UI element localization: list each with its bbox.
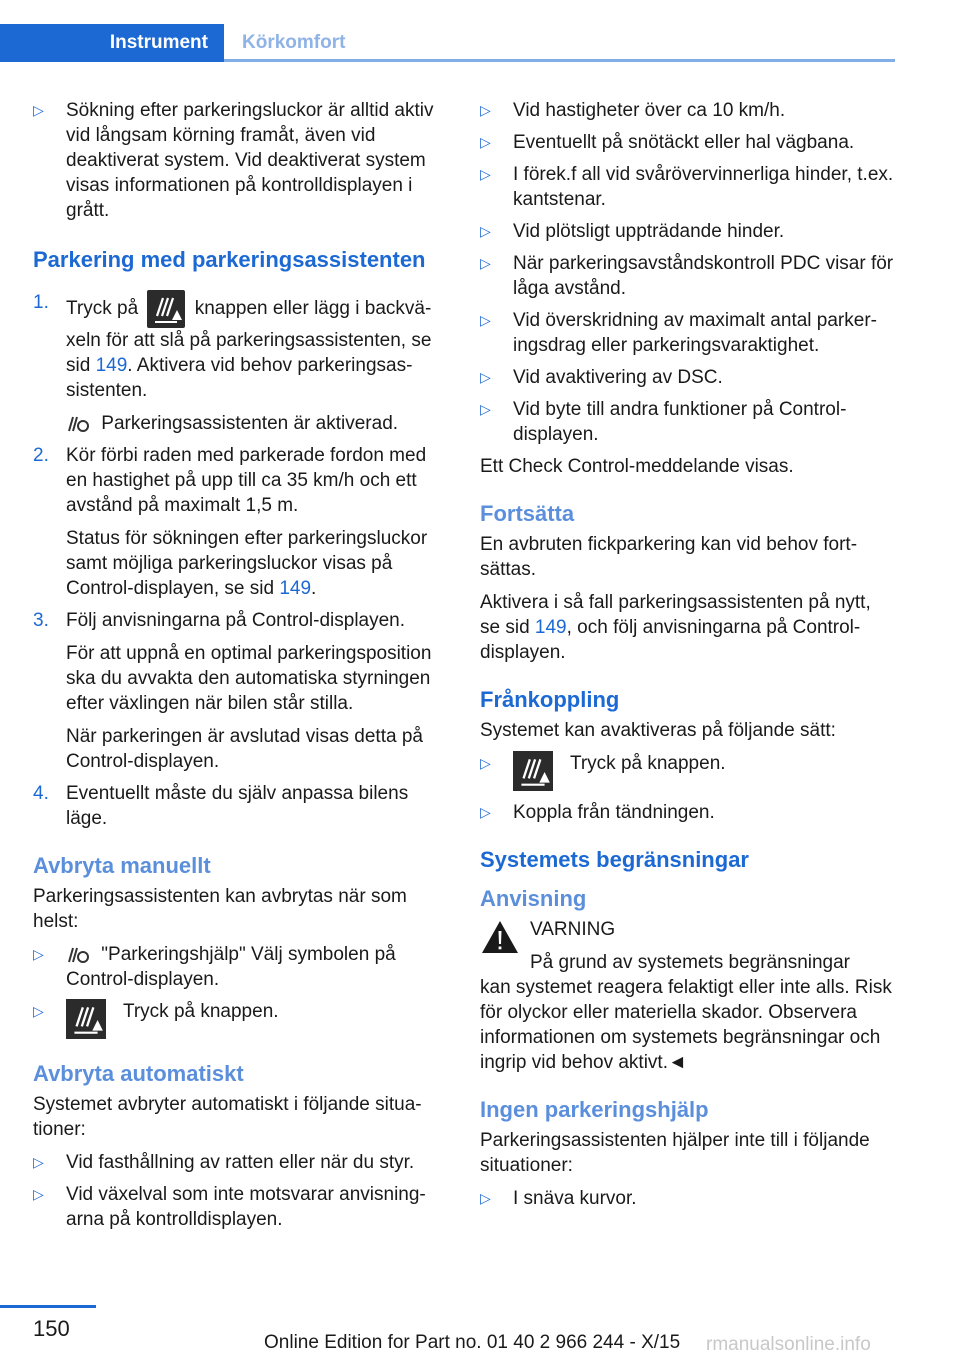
- list-item: ▷ När parkeringsavståndskontroll PDC visar för låga avstånd.: [480, 253, 894, 299]
- watermark: rmanualsonline.info: [706, 1334, 871, 1355]
- list-item: ▷ Eventuellt på snötäckt eller hal vägbana.: [480, 132, 855, 153]
- list-item: ▷ Vid hastigheter över ca 10 km/h.: [480, 100, 786, 121]
- bullet-icon: ▷: [480, 166, 491, 182]
- bullet-icon: ▷: [33, 1154, 44, 1170]
- bullet-icon: ▷: [480, 223, 491, 239]
- step-2: 2. Kör förbi raden med parkerade fordon med en hastighet på upp till ca 35 km/h och ett avstånd på maximalt 1,5 m. Status för sökningen efter parkeringsluckor samt möjliga parkeringsluckor visas på Control-displayen, se sid 149.: [33, 445, 428, 599]
- heading-parking: Parkering med parkeringsassistenten: [33, 247, 426, 272]
- parking-assist-symbol-icon: [66, 414, 90, 434]
- page-link[interactable]: 149: [534, 617, 567, 638]
- tab-korkomfort[interactable]: Körkomfort: [242, 32, 346, 53]
- heading-limits: Systemets begränsningar: [480, 847, 749, 872]
- check-control-text: Ett Check Control-meddelande visas.: [480, 456, 794, 477]
- step-number: 1.: [33, 292, 49, 313]
- right-column: ▷ Vid hastigheter över ca 10 km/h. ▷ Eventuellt på snötäckt eller hal vägbana. ▷ I förek.f all vid svårövervinnerliga hinder, t.ex. kantstenar. ▷ Vid plötsligt uppträdande hinder. ▷ När parkeringsavståndskontroll PDC visar för låga avstånd. ▷ Vid överskridning av maximalt antal parkeringsdrag eller parkeringsvaraktighet. ▷ Vid avaktivering av DSC. ▷ Vid byte till andra funktioner på Control-displayen. Ett Check Control-meddelande visas. Fortsätta En avbruten fickparkering kan vid behov fortsättas. Aktivera i så fall parkeringsassistenten på nytt, se sid 149, och följ anvisningarna på Control-displayen. Frånkoppling Systemet kan avaktiveras på följande sätt: ▷ Tryck på knappen. ▷ Koppla från tändningen. Systemets begränsningar Anvisning VARNING På grund av systemets begränsningar kan systemet reagera felaktigt eller inte alls. Risk för olyckor eller materiella skador. Observera informationen om systemets begränsningar och ingrip vid behov aktivt.◄ Ingen parkeringshjälp Parkeringsassistenten hjälper inte till i följande situationer: ▷ I snäva kurvor.: [480, 100, 894, 1209]
- step-4: 4. Eventuellt måste du själv anpassa bilens läge.: [33, 783, 409, 829]
- list-item: ▷ I förek.f all vid svårövervinnerliga hinder, t.ex. kantstenar.: [480, 164, 894, 210]
- list-item: ▷ I snäva kurvor.: [480, 1188, 637, 1209]
- list-item: ▷ Vid avaktivering av DSC.: [480, 367, 723, 388]
- bullet-icon: ▷: [480, 312, 491, 328]
- page-number: 150: [33, 1316, 70, 1341]
- footer-divider: [0, 1305, 96, 1308]
- parking-assist-button-icon: [513, 751, 553, 791]
- bullet-icon: ▷: [33, 1186, 44, 1202]
- list-item: ▷ "Parkeringshjälp" Välj symbolen på Control-displayen.: [33, 944, 396, 990]
- parking-assist-button-icon: [66, 999, 106, 1039]
- list-item: ▷ Vid växelval som inte motsvarar anvisningarna på kontrolldisplayen.: [33, 1184, 426, 1230]
- bullet-icon: ▷: [480, 134, 491, 150]
- warning-triangle-icon: [480, 919, 520, 955]
- list-item: ▷ Vid plötsligt uppträdande hinder.: [480, 221, 785, 242]
- bullet-icon: ▷: [480, 102, 491, 118]
- parking-assist-symbol-icon: [66, 945, 90, 965]
- bullet-icon: ▷: [480, 755, 491, 771]
- tab-instrument[interactable]: Instrument: [0, 24, 224, 62]
- bullet-icon: ▷: [33, 946, 44, 962]
- bullet-icon: ▷: [480, 401, 491, 417]
- list-item: ▷ Koppla från tändningen.: [480, 802, 715, 823]
- bullet-icon: ▷: [480, 804, 491, 820]
- heading-continue: Fortsätta: [480, 501, 575, 526]
- list-item: ▷ Tryck på knappen.: [33, 999, 448, 1039]
- heading-off: Frånkoppling: [480, 687, 620, 712]
- parking-assist-button-icon: [147, 290, 185, 328]
- bullet-icon: ▷: [480, 1190, 491, 1206]
- step-number: 3.: [33, 610, 49, 631]
- bullet-icon: ▷: [33, 102, 44, 118]
- heading-nohelp: Ingen parkeringshjälp: [480, 1097, 709, 1122]
- heading-notice: Anvisning: [480, 886, 587, 911]
- list-item: ▷ Tryck på knappen.: [480, 751, 895, 793]
- page-link[interactable]: 149: [95, 355, 128, 376]
- bullet-icon: ▷: [480, 255, 491, 271]
- left-column: ▷ Sökning efter parkeringsluckor är alltid aktiv vid långsam körning framåt, även vid deaktiverat system. Vid deaktiverat system visas informationen på kontrolldisplayen i grått. Parkering med parkeringsassistenten 1. Tryck på knappen eller lägg i backväxeln för att slå på parkeringsassistenten, se sid 149. Aktivera vid behov parkeringsassistenten. Parkeringsassistenten är aktiverad. 2. Kör förbi raden med parkerade fordon med en hastighet på upp till ca 35 km/h och ett avstånd på maximalt 1,5 m. Status för sökningen efter parkeringsluckor samt möjliga parkeringsluckor visas på Control-displayen, se sid 149. 3. Följ anvisningarna på Control-displayen. För att uppnå en optimal parkeringsposition ska du avvakta den automatiska styrningen efter växlingen när bilen står stilla. När parkeringen är avslutad visas detta på Control-displayen. 4. Eventuellt måste du själv anpassa bilens läge. Avbryta manuellt Parkeringsassistenten kan avbrytas när som helst: ▷ "Parkeringshjälp" Välj symbolen på Control-displayen. ▷ Tryck på knappen. Avbryta automatiskt Systemet avbryter automatiskt i följande situationer: ▷ Vid fasthållning av ratten eller när du styr. ▷ Vid växelval som inte motsvarar anvisningarna på kontrolldisplayen.: [33, 98, 448, 1239]
- header-divider: [224, 59, 895, 62]
- step-3: 3. Följ anvisningarna på Control-displayen. För att uppnå en optimal parkeringsposition ska du avvakta den automatiska styrningen efter växlingen när bilen står stilla. När parkeringen är avslutad visas detta på Control-displayen.: [33, 610, 432, 772]
- edition-text: Online Edition for Part no. 01 40 2 966 244 - X/15: [264, 1332, 681, 1353]
- heading-auto: Avbryta automatiskt: [33, 1061, 244, 1086]
- bullet-icon: ▷: [480, 369, 491, 385]
- list-item: ▷ Vid byte till andra funktioner på Control-displayen.: [480, 399, 847, 445]
- warning-title: VARNING: [530, 919, 616, 940]
- list-item: ▷ Sökning efter parkeringsluckor är alltid aktiv vid långsam körning framåt, även vid deaktiverat system. Vid deaktiverat system visas informationen på kontrolldisplayen i grått.: [33, 100, 434, 221]
- list-item: ▷ Vid fasthållning av ratten eller när du styr.: [33, 1152, 415, 1173]
- step-1: 1. Tryck på knappen eller lägg i backväxeln för att slå på parkeringsassistenten, se sid 149. Aktivera vid behov parkeringsassistenten. Parkeringsassistenten är aktiverad.: [33, 292, 432, 434]
- step-number: 4.: [33, 783, 49, 804]
- header-bar: [0, 0, 895, 62]
- page-link[interactable]: 149: [279, 578, 312, 599]
- warning-block: VARNING På grund av systemets begränsningar: [480, 917, 895, 975]
- step-number: 2.: [33, 445, 49, 466]
- bullet-icon: ▷: [33, 1003, 44, 1019]
- heading-manual: Avbryta manuellt: [33, 853, 211, 878]
- list-item: ▷ Vid överskridning av maximalt antal parkeringsdrag eller parkeringsvaraktighet.: [480, 310, 877, 356]
